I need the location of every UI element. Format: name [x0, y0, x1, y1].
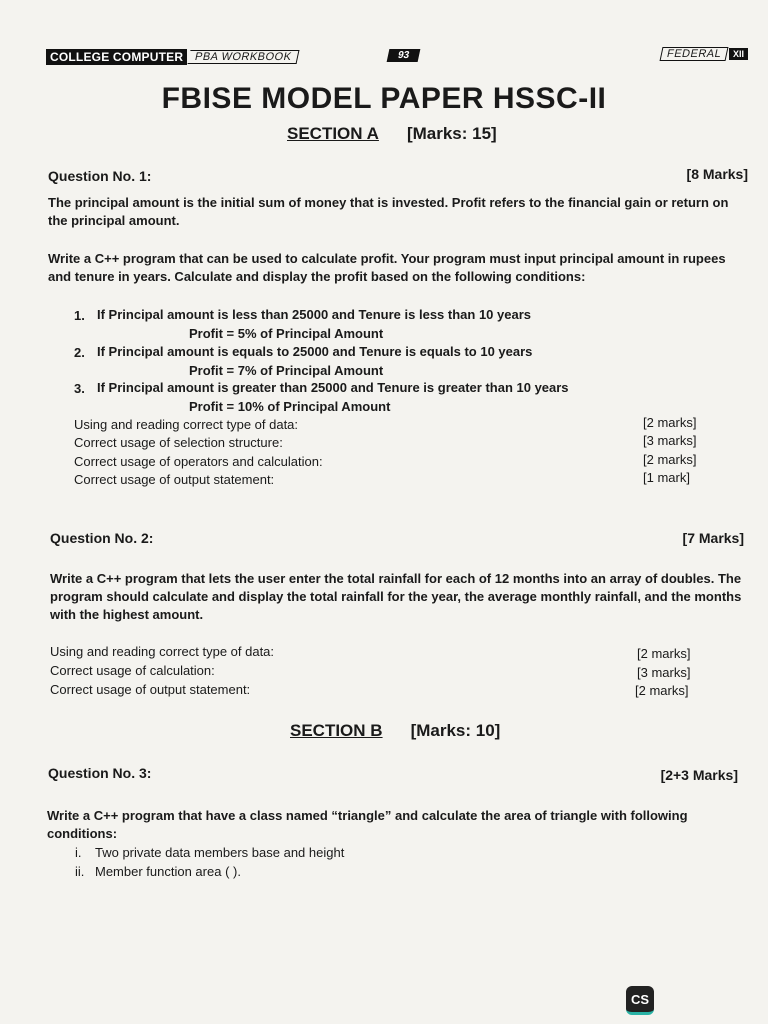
q1-cond-3-text: If Principal amount is greater than 25000 and Tenure is greater than 10 years — [97, 380, 569, 395]
q3-item-1-text: Two private data members base and height — [95, 845, 345, 860]
q1-task: Write a C++ program that can be used to calculate profit. Your program must input principal amount in rupees and tenure in years. Calculate and display the profit based on the following conditions: — [48, 251, 726, 284]
q1-marks: [8 Marks] — [686, 166, 748, 182]
workbook-brand — [46, 49, 299, 65]
q2-rubric-3-item: Correct usage of output statement: — [50, 682, 251, 697]
section-b-label: SECTION B — [290, 721, 383, 740]
section-b-heading — [290, 721, 500, 741]
q3-item-1-num: i. — [75, 845, 82, 860]
section-a-label: SECTION A — [287, 124, 379, 143]
grade-label: XII — [729, 48, 748, 60]
section-a-heading — [287, 124, 497, 144]
q1-cond-3-num: 3. — [74, 381, 85, 396]
q2-rubric-3-marks: [2 marks] — [635, 683, 689, 698]
page-header — [46, 47, 748, 67]
board-badge — [661, 47, 748, 61]
q1-rubric-3-item: Correct usage of operators and calculation: — [74, 454, 323, 469]
q3-item-2-num: ii. — [75, 864, 85, 879]
page-title: FBISE MODEL PAPER HSSC-II — [161, 82, 607, 115]
q1-cond-2-text: If Principal amount is equals to 25000 and Tenure is equals to 10 years — [97, 344, 533, 359]
q1-cond-1-num: 1. — [74, 308, 85, 323]
q1-rubric-3-marks: [2 marks] — [643, 452, 697, 467]
q2-heading: Question No. 2: — [50, 530, 154, 546]
page-number: 93 — [387, 49, 421, 62]
q1-cond-3-profit: Profit = 10% of Principal Amount — [189, 399, 391, 414]
q1-intro: The principal amount is the initial sum of money that is invested. Profit refers to the financial gain or return on the principal amount. — [48, 195, 729, 228]
q1-rubric-2-marks: [3 marks] — [643, 433, 697, 448]
q1-rubric-1-marks: [2 marks] — [643, 415, 697, 430]
q2-rubric-1-marks: [2 marks] — [637, 646, 691, 661]
q1-rubric-1-item: Using and reading correct type of data: — [74, 417, 299, 432]
q1-cond-2-num: 2. — [74, 345, 85, 360]
brand-sub: PBA WORKBOOK — [188, 50, 300, 64]
q1-rubric-4-marks: [1 mark] — [643, 470, 690, 485]
q2-marks: [7 Marks] — [682, 530, 744, 546]
brand-main: COLLEGE COMPUTER — [46, 49, 187, 65]
q1-rubric-4-item: Correct usage of output statement: — [74, 472, 275, 487]
q3-item-2-text: Member function area ( ). — [95, 864, 241, 879]
q1-rubric-2-item: Correct usage of selection structure: — [74, 435, 283, 450]
q3-marks: [2+3 Marks] — [660, 767, 738, 783]
q1-heading: Question No. 1: — [48, 168, 152, 184]
section-b-marks: [Marks: 10] — [410, 721, 501, 740]
q2-rubric-1-item: Using and reading correct type of data: — [50, 644, 275, 659]
q2-task: Write a C++ program that lets the user enter the total rainfall for each of 12 months into an array of doubles. The program should calculate and display the total rainfall for the year, the average monthly rainfall, and the months with the highest amount. — [50, 571, 742, 622]
q1-cond-1-text: If Principal amount is less than 25000 and Tenure is less than 10 years — [97, 307, 531, 322]
q2-rubric-2-item: Correct usage of calculation: — [50, 663, 215, 678]
section-a-marks: [Marks: 15] — [406, 124, 497, 143]
q1-cond-1-profit: Profit = 5% of Principal Amount — [189, 326, 384, 341]
q3-task: Write a C++ program that have a class named “triangle” and calculate the area of triangle with following conditions: — [47, 808, 688, 841]
board-label: FEDERAL — [659, 47, 728, 61]
q3-heading: Question No. 3: — [48, 765, 152, 781]
q2-rubric-2-marks: [3 marks] — [637, 665, 691, 680]
q1-cond-2-profit: Profit = 7% of Principal Amount — [189, 363, 384, 378]
camscanner-badge: CS — [626, 986, 654, 1015]
